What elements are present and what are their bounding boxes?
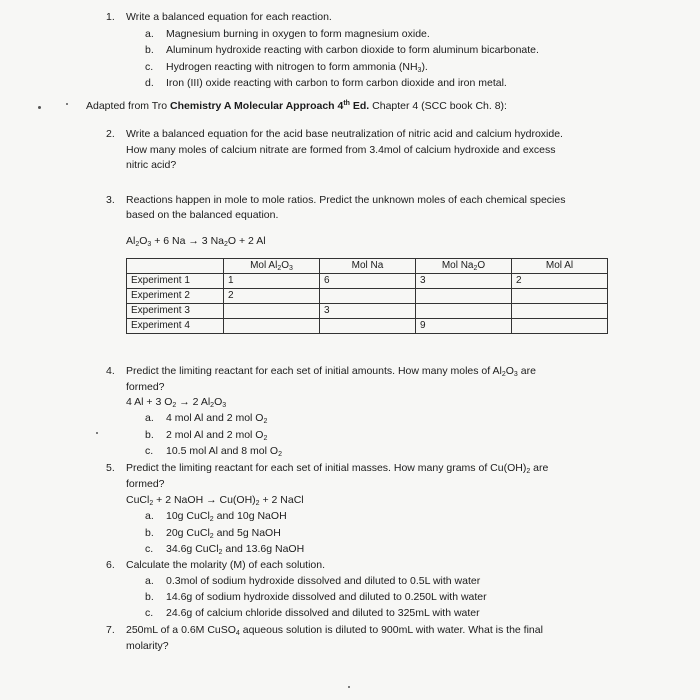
q5-part-b: 20g CuCl$_2$ and 5g NaOH [166,527,281,540]
table-cell [416,289,512,304]
table-cell: 3 [416,274,512,289]
table-header-cell: Mol $Na_2O$ [416,259,512,274]
table-header-cell: Mol Al [512,259,608,274]
q5-part-c-label: c. [145,543,154,555]
table-cell [512,304,608,319]
q4-part-b: 2 mol Al and 2 mol $O_2$ [166,429,268,442]
table-row [127,304,608,319]
q6-number: 6. [106,559,115,571]
q3-line2: based on the balanced equation. [126,209,279,221]
table-cell [224,304,320,319]
source-suffix: Chapter 4 (SCC book Ch. 8): [372,100,507,112]
q5-number: 5. [106,462,115,474]
table-cell: 3 [320,304,416,319]
table-cell: 1 [224,274,320,289]
q1-part-a: Magnesium burning in oxygen to form magnesium oxide. [166,28,430,40]
q1-part-d-label: d. [145,77,154,89]
q2-line1: Write a balanced equation for the acid base neutralization of nitric acid and calcium hydroxide. [126,128,563,140]
table-cell: Experiment 3 [127,304,224,319]
q6-part-b: 14.6g of sodium hydroxide dissolved and diluted to 0.250L with water [166,591,487,603]
q2-number: 2. [106,128,115,140]
bullet-speck [66,103,68,105]
q2-line2: How many moles of calcium nitrate are formed from 3.4mol of calcium hydroxide and excess [126,144,556,156]
q3-number: 3. [106,194,115,206]
table-header-cell [127,259,224,274]
bullet-speck [96,432,98,434]
q3-equation: $Al_2O_3 + 6$ Na → 3 $Na_2O + 2$ Al [126,235,266,248]
q5-line2: formed? [126,478,165,490]
q5-part-c: 34.6g CuCl$_2$ and 13.6g NaOH [166,543,305,556]
q1-part-b: Aluminum hydroxide reacting with carbon dioxide to form aluminum bicarbonate. [166,44,539,56]
table-cell: 2 [224,289,320,304]
table-cell [320,319,416,334]
q3-line1: Reactions happen in mole to mole ratios. Predict the unknown moles of each chemical species [126,194,566,206]
q4-equation: 4 Al + 3 $O_2 \to 2$ $Al_2O_3$ [126,396,227,409]
table-header-row [127,259,608,274]
table-cell [512,289,608,304]
q1-part-a-label: a. [145,28,154,40]
table-cell [320,289,416,304]
table-header-cell: Mol $Al_2O_3$ [224,259,320,274]
table-cell: 2 [512,274,608,289]
q2-line3: nitric acid? [126,159,177,171]
q4-part-b-label: b. [145,429,154,441]
q6-part-c: 24.6g of calcium chloride dissolved and diluted to 325mL with water [166,607,480,619]
q7-line2: molarity? [126,640,169,652]
q5-equation: CuCl$_2$ + 2 NaOH → $Cu(OH)_2 + 2$ NaCl [126,494,304,507]
bullet-speck [348,686,350,688]
q1-number: 1. [106,11,115,23]
q4-part-c-label: c. [145,445,154,457]
table-header-cell: Mol Na [320,259,416,274]
table-cell: 6 [320,274,416,289]
table-cell: Experiment 4 [127,319,224,334]
source-book: Chemistry A Molecular Approach 4th Ed. [170,100,370,112]
q4-part-a: 4 mol Al and 2 mol $O_2$ [166,412,268,425]
q1-part-c-label: c. [145,61,154,73]
table-row [127,274,608,289]
source-prefix: Adapted from Tro [86,100,168,112]
q4-line1: Predict the limiting reactant for each set of initial amounts. How many moles of $Al_2O_3$ are [126,365,536,378]
q6-part-b-label: b. [145,591,154,603]
q6-part-c-label: c. [145,607,154,619]
q4-part-a-label: a. [145,412,154,424]
table-cell: 9 [416,319,512,334]
q4-part-c: 10.5 mol Al and 8 mol $O_2$ [166,445,282,458]
q4-line2: formed? [126,381,165,393]
q6-part-a-label: a. [145,575,154,587]
q5-part-a-label: a. [145,510,154,522]
table-row [127,289,608,304]
q7-number: 7. [106,624,115,636]
q5-line1: Predict the limiting reactant for each set of initial masses. How many grams of $Cu(OH)_2$ are [126,462,549,475]
bullet-speck [38,106,41,109]
q6-prompt: Calculate the molarity (M) of each solution. [126,559,326,571]
q7-line1: 250mL of a 0.6M CuSO$_4$ aqueous solution is diluted to 900mL with water. What is the final [126,624,543,637]
table-cell: Experiment 2 [127,289,224,304]
table-cell [512,319,608,334]
source-line [86,100,507,113]
q1-prompt: Write a balanced equation for each reaction. [126,11,332,23]
q1-part-d: Iron (III) oxide reacting with carbon to form carbon dioxide and iron metal. [166,77,507,89]
mole-ratio-table [126,258,608,334]
table-row [127,319,608,334]
table-cell [224,319,320,334]
table-cell: Experiment 1 [127,274,224,289]
q5-part-b-label: b. [145,527,154,539]
q1-part-c: Hydrogen reacting with nitrogen to form ammonia $(NH_3)$. [166,61,428,74]
q6-part-a: 0.3mol of sodium hydroxide dissolved and diluted to 0.5L with water [166,575,481,587]
q4-number: 4. [106,365,115,377]
q1-part-b-label: b. [145,44,154,56]
table-cell [416,304,512,319]
q5-part-a: 10g CuCl$_2$ and 10g NaOH [166,510,287,523]
